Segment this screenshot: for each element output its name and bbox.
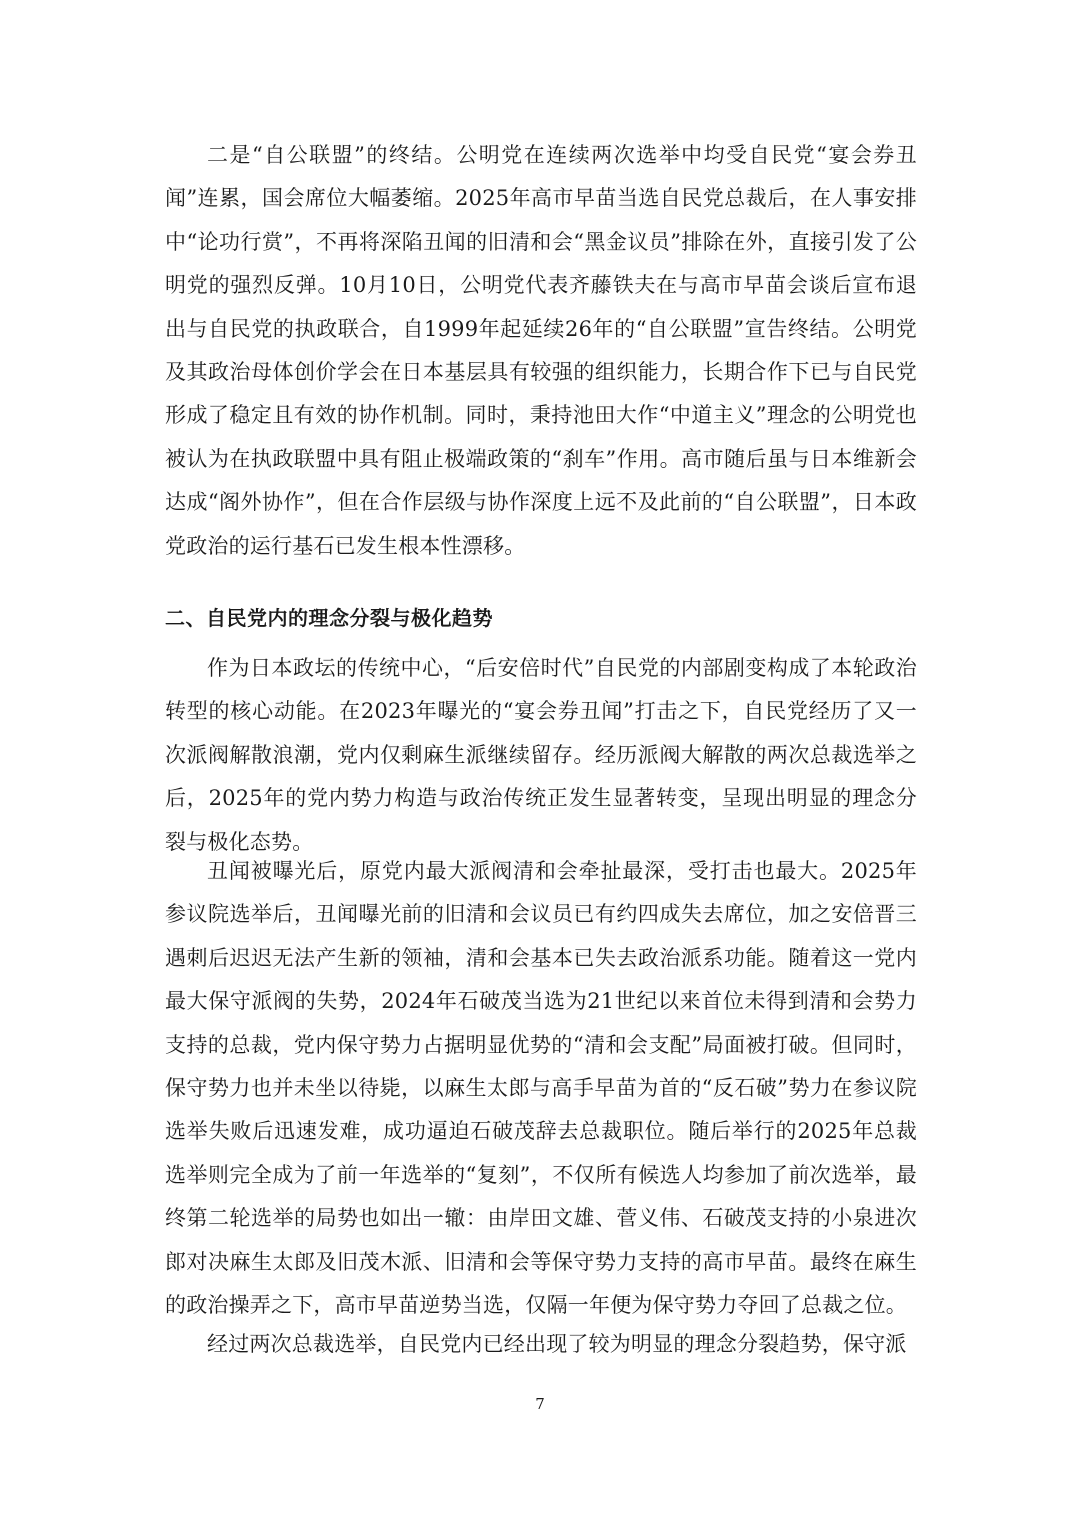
paragraph-end-of-jiko-alliance: 二是“自公联盟”的终结。公明党在连续两次选举中均受自民党“宴会券丑闻”连累，国会席位大幅萎缩。2025年高市早苗当选自民党总裁后，在人事安排中“论功行赏”，不再将深陷丑闻的旧清和会“黑金议员”排除在外，直接引发了公明党的强烈反弹。10月10日，公明党代表齐藤铁夫在与高市早苗会谈后宣布退出与自民党的执政联合，自1999年起延续26年的“自公联盟”宣告终结。公明党及其政治母体创价学会在日本基层具有较强的组织能力，长期合作下已与自民党形成了稳定且有效的协作机制。同时，秉持池田大作“中道主义”理念的公明党也被认为在执政联盟中具有阻止极端政策的“刹车”作用。高市随后虽与日本维新会达成“阁外协作”，但在合作层级与协作深度上远不及此前的“自公联盟”，日本政党政治的运行基石已发生根本性漂移。 (165, 143, 917, 558)
paragraph-ldp-internal-change: 作为日本政坛的传统中心，“后安倍时代”自民党的内部剧变构成了本轮政治转型的核心动能。在2023年曝光的“宴会券丑闻”打击之下，自民党经历了又一次派阀解散浪潮，党内仅剩麻生派继续留存。经历派阀大解散的两次总裁选举之后，2025年的党内势力构造与政治传统正发生显著转变，呈现出明显的理念分裂与极化态势。 (165, 656, 917, 854)
page-number: 7 (535, 1395, 545, 1413)
paragraph-ideological-split: 经过两次总裁选举，自民党内已经出现了较为明显的理念分裂趋势，保守派 (207, 1332, 907, 1356)
section-heading: 二、自民党内的理念分裂与极化趋势 (165, 606, 493, 630)
paragraph-scandal-aftermath: 丑闻被曝光后，原党内最大派阀清和会牵扯最深，受打击也最大。2025年参议院选举后，丑闻曝光前的旧清和会议员已有约四成失去席位，加之安倍晋三遇刺后迟迟无法产生新的领袖，清和会基本已失去政治派系功能。随着这一党内最大保守派阀的失势，2024年石破茂当选为21世纪以来首位未得到清和会势力支持的总裁，党内保守势力占据明显优势的“清和会支配”局面被打破。但同时，保守势力也并未坐以待毙，以麻生太郎与高手早苗为首的“反石破”势力在参议院选举失败后迅速发难，成功逼迫石破茂辞去总裁职位。随后举行的2025年总裁选举则完全成为了前一年选举的“复刻”，不仅所有候选人均参加了前次选举，最终第二轮选举的局势也如出一辙：由岸田文雄、菅义伟、石破茂支持的小泉进次郎对决麻生太郎及旧茂木派、旧清和会等保守势力支持的高市早苗。最终在麻生的政治操弄之下，高市早苗逆势当选，仅隔一年便为保守势力夺回了总裁之位。 (165, 859, 917, 1318)
